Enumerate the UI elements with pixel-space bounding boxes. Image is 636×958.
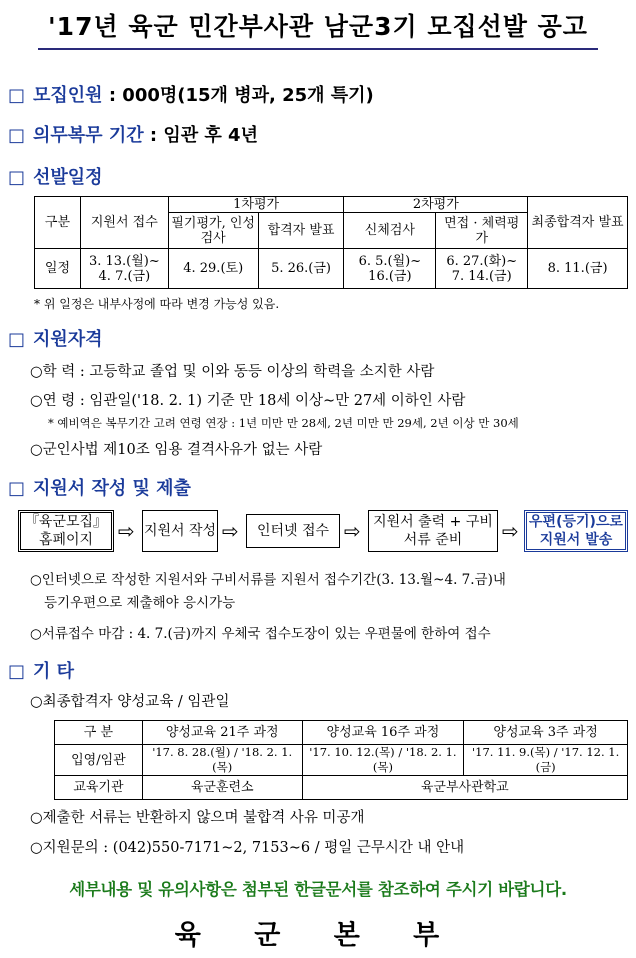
training-table [54, 720, 628, 800]
schedule-written-date: 4. 29.(토) [168, 249, 258, 289]
training-date-3: '17. 11. 9.(목) / '17. 12. 1.(금) [464, 745, 628, 776]
arrow-right-icon: ⇨ [344, 519, 361, 543]
schedule-final-date: 8. 11.(금) [528, 249, 628, 289]
training-date-21: '17. 8. 28.(월) / '18. 2. 1.(목) [142, 745, 302, 776]
checkbox-icon: □ [8, 478, 26, 499]
schedule-header-phase2: 2차평가 [344, 197, 528, 213]
training-org-1: 육군훈련소 [142, 776, 302, 800]
etc-training-title: ○최종합격자 양성교육 / 임관일 [30, 694, 230, 710]
etc-bullet-contact: ○지원문의 : (042)550-7171∼2, 7153∼6 / 평일 근무시간 내 안내 [30, 840, 465, 856]
qualification-heading: 지원자격 [33, 329, 103, 350]
section-qualification [8, 328, 103, 352]
submission-flow [18, 508, 628, 554]
training-header-21: 양성교육 21주 과정 [142, 721, 302, 745]
checkbox-icon: □ [8, 329, 26, 350]
schedule-note: * 위 일정은 내부사정에 따라 변경 가능성 있음. [34, 297, 280, 311]
training-header-3: 양성교육 3주 과정 [464, 721, 628, 745]
arrow-right-icon: ⇨ [502, 519, 519, 543]
checkbox-icon: □ [8, 661, 26, 682]
submission-bullet-deadline: ○서류접수 마감 : 4. 7.(금)까지 우체국 접수도장이 있는 우편물에 한하여 접수 [30, 626, 491, 642]
training-date-16: '17. 10. 12.(목) / '18. 2. 1.(목) [302, 745, 464, 776]
schedule-apply-date: 3. 13.(월)~ 4. 7.(금) [80, 249, 168, 289]
arrow-right-icon: ⇨ [222, 519, 239, 543]
training-header-16: 양성교육 16주 과정 [302, 721, 464, 745]
schedule-pass-date: 5. 26.(금) [258, 249, 344, 289]
section-submission [8, 477, 191, 501]
training-org-2: 육군부사관학교 [302, 776, 627, 800]
submission-bullet-internet-cont: 등기우편으로 제출해야 응시가능 [44, 595, 236, 611]
schedule-header-interview: 면접 · 체력평가 [436, 213, 528, 249]
etc-heading: 기 타 [33, 661, 75, 682]
schedule-header-final: 최종합격자 발표 [528, 197, 628, 249]
schedule-row-label: 일정 [35, 249, 81, 289]
section-service [8, 124, 258, 148]
section-recruit [8, 84, 374, 108]
section-schedule [8, 166, 103, 190]
closing-notice: 세부내용 및 유의사항은 첨부된 한글문서를 참조하여 주시기 바랍니다. [69, 880, 567, 899]
arrow-right-icon: ⇨ [118, 519, 135, 543]
issuer-signature: 육 군 본 부 [174, 920, 462, 951]
recruit-heading: 모집인원 [33, 85, 103, 106]
schedule-header-phase1: 1차평가 [168, 197, 344, 213]
qualification-law: ○군인사법 제10조 임용 결격사유가 없는 사람 [30, 442, 323, 458]
schedule-header-gubun: 구분 [35, 197, 81, 249]
title-underline [38, 48, 598, 50]
checkbox-icon: □ [8, 85, 26, 106]
flow-step-print: 지원서 출력 + 구비서류 준비 [368, 510, 498, 552]
submission-heading: 지원서 작성 및 제출 [33, 478, 191, 499]
training-row-org: 교육기관 [55, 776, 143, 800]
schedule-heading: 선발일정 [33, 167, 103, 188]
submission-bullet-internet: ○인터넷으로 작성한 지원서와 구비서류를 지원서 접수기간(3. 13.월~4. 7.금)내 [30, 572, 506, 588]
checkbox-icon: □ [8, 167, 26, 188]
schedule-interview-date: 6. 27.(화)~ 7. 14.(금) [436, 249, 528, 289]
schedule-body-date: 6. 5.(월)~ 16.(금) [344, 249, 436, 289]
qualification-education: ○학 력 : 고등학교 졸업 및 이와 동등 이상의 학력을 소지한 사람 [30, 364, 435, 380]
checkbox-icon: □ [8, 125, 26, 146]
recruit-value: : 000명(15개 병과, 25개 특기) [102, 85, 374, 106]
flow-step-internet: 인터넷 접수 [246, 514, 340, 548]
flow-step-mail: 우편(등기)으로 지원서 발송 [524, 510, 628, 552]
schedule-header-apply: 지원서 접수 [80, 197, 168, 249]
etc-bullet-docs: ○제출한 서류는 반환하지 않으며 불합격 사유 미공개 [30, 810, 365, 826]
schedule-header-pass: 합격자 발표 [258, 213, 344, 249]
flow-step-homepage: 『육군모집』 홈페이지 [18, 510, 114, 552]
flow-step-write: 지원서 작성 [142, 510, 218, 552]
training-header-gubun: 구 분 [55, 721, 143, 745]
schedule-header-body: 신체검사 [344, 213, 436, 249]
page-title: '17년 육군 민간부사관 남군3기 모집선발 공고 [48, 12, 588, 41]
section-etc [8, 660, 74, 684]
qualification-age-note: * 예비역은 복무기간 고려 연령 연장 : 1년 미만 만 28세, 2년 미만 만 29세, 2년 이상 만 30세 [48, 416, 519, 430]
schedule-header-written: 필기평가, 인성검사 [168, 213, 258, 249]
schedule-table [34, 196, 628, 289]
service-heading: 의무복무 기간 [33, 125, 144, 146]
qualification-age: ○연 령 : 임관일('18. 2. 1) 기준 만 18세 이상∼만 27세 이하인 사람 [30, 393, 466, 409]
service-value: : 임관 후 4년 [143, 125, 258, 146]
training-row-entry: 입영/임관 [55, 745, 143, 776]
